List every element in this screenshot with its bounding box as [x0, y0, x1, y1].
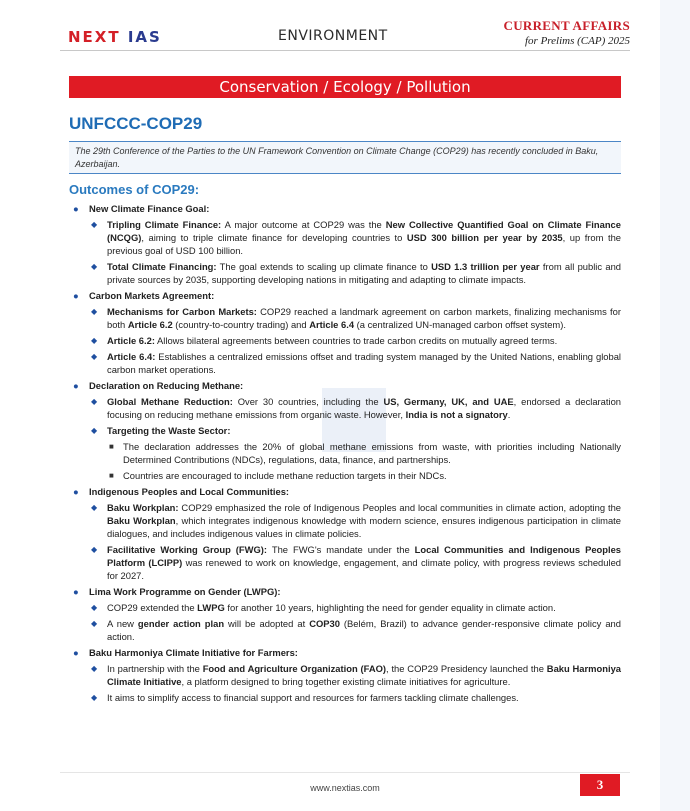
bullet-icon: ●	[73, 486, 79, 497]
list-item: ◆ Targeting the Waste Sector:	[91, 425, 231, 436]
list-item: ◆ Mechanisms for Carbon Markets: COP29 reached a landmark agreement on carbon markets, finalizing mechanisms for both Article 6.2 (country-to-country trading) and Article 6.4 (a centralized UN-managed carbon offset system).	[91, 306, 621, 330]
bullet-icon: ●	[73, 290, 79, 301]
intro-box: The 29th Conference of the Parties to the UN Framework Convention on Climate Change (COP29) has recently concluded in Baku, Azerbaijan.	[69, 141, 621, 174]
list-item: ◆ It aims to simplify access to financial support and resources for farmers tackling climate challenges.	[91, 692, 519, 703]
page-number: 3	[580, 774, 620, 796]
section-title: ENVIRONMENT	[278, 28, 388, 44]
diamond-bullet-icon: ◆	[91, 426, 98, 435]
list-item: ◆ Facilitative Working Group (FWG): The FWG's mandate under the Local Communities and Indigenous Peoples Platform (LCIPP) was renewed to work on knowledge, engagement, and climate policy, with progress reviews scheduled for 2027.	[91, 544, 622, 581]
list-item: ● Carbon Markets Agreement:	[73, 290, 215, 301]
logo-text-next: NEXT	[68, 28, 128, 46]
logo-text-ias: IAS	[127, 28, 162, 46]
list-item: ◆ COP29 extended the LWPG for another 10 years, highlighting the need for gender equality in climate action.	[91, 602, 556, 613]
list-item: ● Indigenous Peoples and Local Communities:	[73, 486, 290, 497]
diamond-bullet-icon: ◆	[91, 545, 98, 554]
list-item: ● New Climate Finance Goal:	[73, 203, 210, 214]
list-item: ◆ Total Climate Financing: The goal extends to scaling up climate finance to USD 1.3 trillion per year from all public and private sources by 2035, supporting developing nations in mitigating and adapting to climate impacts.	[91, 261, 621, 285]
list-item: ● Declaration on Reducing Methane:	[73, 380, 244, 391]
footer-divider	[60, 772, 630, 773]
list-item: ◆ Article 6.4: Establishes a centralized emissions offset and trading system managed by the United Nations, enabling global carbon market operations.	[91, 351, 621, 375]
list-item: ◆ Article 6.2: Allows bilateral agreements between countries to trade carbon credits on mutually agreed terms.	[91, 335, 558, 346]
diamond-bullet-icon: ◆	[91, 693, 98, 702]
footer-website: www.nextias.com	[310, 783, 380, 793]
list-item: ● Baku Harmoniya Climate Initiative for Farmers:	[73, 647, 298, 658]
page-header	[60, 14, 630, 54]
square-bullet-icon: ■	[109, 442, 114, 451]
bullet-icon: ●	[73, 586, 79, 597]
ca-title: CURRENT AFFAIRS	[503, 18, 630, 33]
list-item: ■ Countries are encouraged to include methane reduction targets in their NDCs.	[109, 470, 447, 481]
list-item: ◆ In partnership with the Food and Agriculture Organization (FAO), the COP29 Presidency launched the Baku Harmoniya Climate Initiative, a platform designed to bring together existing climate initiatives for agriculture.	[91, 663, 621, 687]
diamond-bullet-icon: ◆	[91, 307, 98, 316]
bullet-icon: ●	[73, 203, 79, 214]
diamond-bullet-icon: ◆	[91, 262, 98, 271]
list-item: ◆ A new gender action plan will be adopted at COP30 (Belém, Brazil) to advance gender-responsive climate policy and action.	[91, 618, 621, 642]
article-title: UNFCCC-COP29	[69, 114, 203, 133]
ca-subtitle: for Prelims (CAP) 2025	[525, 35, 630, 47]
header-divider	[60, 50, 630, 51]
bullet-icon: ●	[73, 380, 79, 391]
diamond-bullet-icon: ◆	[91, 664, 98, 673]
diamond-bullet-icon: ◆	[91, 352, 98, 361]
list-item: ◆ Baku Workplan: COP29 emphasized the role of Indigenous Peoples and local communities in climate action, adopting the Baku Workplan, which integrates indigenous knowledge with modern science, ensures indigenous participation in climate dialogues, and includes indigenous values in climate policies.	[91, 502, 621, 539]
article-body	[69, 199, 621, 704]
diamond-bullet-icon: ◆	[91, 503, 98, 512]
list-item: ◆ Global Methane Reduction: Over 30 countries, including the US, Germany, UK, and UAE, endorsed a declaration focusing on reducing methane emissions from organic waste. However, India is not a signatory.	[91, 396, 621, 420]
diamond-bullet-icon: ◆	[91, 336, 98, 345]
list-item: ◆ Tripling Climate Finance: A major outcome at COP29 was the New Collective Quantified Goal on Climate Finance (NCQG), aiming to triple climate finance for developing countries to USD 300 billion per year by 2035, up from the previous goal of USD 100 billion.	[91, 219, 621, 256]
list-item: ● Lima Work Programme on Gender (LWPG):	[73, 586, 281, 597]
bullet-icon: ●	[73, 647, 79, 658]
outcomes-heading: Outcomes of COP29:	[69, 182, 200, 197]
diamond-bullet-icon: ◆	[91, 619, 98, 628]
next-ias-logo	[68, 28, 162, 46]
diamond-bullet-icon: ◆	[91, 603, 98, 612]
topic-banner: Conservation / Ecology / Pollution	[69, 76, 621, 98]
diamond-bullet-icon: ◆	[91, 397, 98, 406]
square-bullet-icon: ■	[109, 471, 114, 480]
current-affairs-label	[504, 18, 630, 47]
diamond-bullet-icon: ◆	[91, 220, 98, 229]
left-margin	[0, 0, 30, 811]
right-margin	[660, 0, 690, 811]
list-item: ■ The declaration addresses the 20% of global methane emissions from waste, with priorities including Nationally Determined Contributions (NDCs), regulations, data, finance, and partnerships.	[109, 441, 621, 465]
